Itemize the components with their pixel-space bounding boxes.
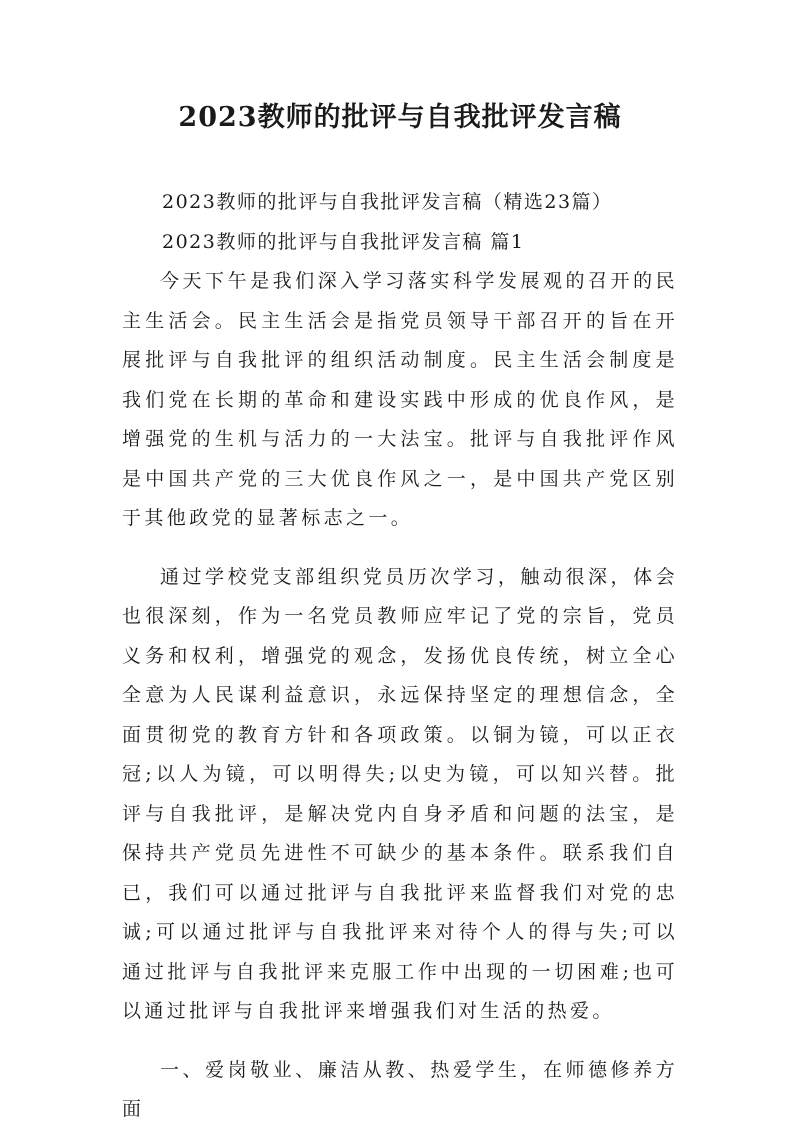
document-subtitle: 2023教师的批评与自我批评发言稿（精选23篇） <box>162 191 613 213</box>
paragraph: 一、爱岗敬业、廉洁从教、热爱学生，在师德修养方面 <box>122 1058 678 1120</box>
document-body <box>122 262 678 1130</box>
paragraph: 通过学校党支部组织党员历次学习，触动很深，体会也很深刻，作为一名党员教师应牢记了党的宗旨，党员义务和权利，增强党的观念，发扬优良传统，树立全心全意为人民谋利益意识，永远保持坚定的理想信念，全面贯彻党的教育方针和各项政策。以铜为镜，可以正衣冠;以人为镜，可以明得失;以史为镜，可以知兴替。批评与自我批评，是解决党内自身矛盾和问题的法宝，是保持共产党员先进性不可缺少的基本条件。联系我们自已，我们可以通过批评与自我批评来监督我们对党的忠诚;可以通过批评与自我批评来对待个人的得与失;可以通过批评与自我批评来克服工作中出现的一切困难;也可以通过批评与自我批评来增强我们对生活的热爱。 <box>122 565 678 1022</box>
document-title: 2023教师的批评与自我批评发言稿 <box>178 102 622 133</box>
paragraph: 今天下午是我们深入学习落实科学发展观的召开的民主生活会。民主生活会是指党员领导干部召开的旨在开展批评与自我批评的组织活动制度。民主生活会制度是我们党在长期的革命和建设实践中形成的优良作风，是增强党的生机与活力的一大法宝。批评与自我批评作风是中国共产党的三大优良作风之一，是中国共产党区别于其他政党的显著标志之一。 <box>122 270 678 529</box>
section-heading: 2023教师的批评与自我批评发言稿 篇1 <box>162 231 525 253</box>
